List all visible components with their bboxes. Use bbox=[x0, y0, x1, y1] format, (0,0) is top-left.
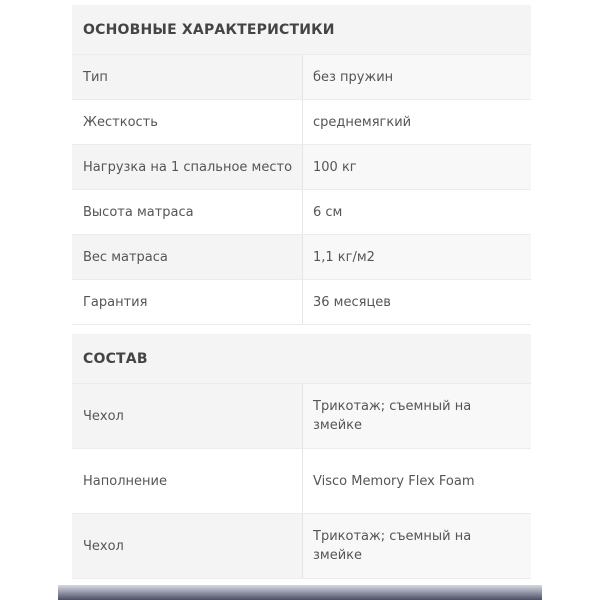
spec-value: 100 кг bbox=[303, 145, 531, 189]
footer-shadow-bar bbox=[58, 585, 542, 600]
composition-label: Наполнение bbox=[72, 449, 303, 513]
spec-value: 36 месяцев bbox=[303, 280, 531, 324]
spec-label: Высота матраса bbox=[72, 190, 303, 234]
spec-label: Вес матраса bbox=[72, 235, 303, 279]
spec-value: без пружин bbox=[303, 55, 531, 99]
spec-label: Жесткость bbox=[72, 100, 303, 144]
spec-value: 6 см bbox=[303, 190, 531, 234]
main-specs-title: ОСНОВНЫЕ ХАРАКТЕРИСТИКИ bbox=[72, 5, 531, 55]
spec-row-load bbox=[72, 145, 531, 190]
spec-value: 1,1 кг/м2 bbox=[303, 235, 531, 279]
spec-row-weight bbox=[72, 235, 531, 280]
composition-label: Чехол bbox=[72, 514, 303, 578]
spec-label: Нагрузка на 1 спальное место bbox=[72, 145, 303, 189]
spec-value: среднемягкий bbox=[303, 100, 531, 144]
composition-title: СОСТАВ bbox=[72, 334, 531, 384]
composition-row-filling bbox=[72, 449, 531, 514]
spec-row-height bbox=[72, 190, 531, 235]
composition-value: Трикотаж; съемный на змейке bbox=[303, 514, 531, 578]
spec-label: Тип bbox=[72, 55, 303, 99]
spec-row-type bbox=[72, 55, 531, 100]
composition-row-cover-2 bbox=[72, 514, 531, 579]
spec-row-firmness bbox=[72, 100, 531, 145]
spec-row-warranty bbox=[72, 280, 531, 325]
composition-value: Visco Memory Flex Foam bbox=[303, 449, 531, 513]
composition-value: Трикотаж; съемный на змейке bbox=[303, 384, 531, 448]
composition-row-cover bbox=[72, 384, 531, 449]
composition-table bbox=[72, 334, 531, 579]
main-specs-table bbox=[72, 5, 531, 325]
spec-label: Гарантия bbox=[72, 280, 303, 324]
composition-label: Чехол bbox=[72, 384, 303, 448]
